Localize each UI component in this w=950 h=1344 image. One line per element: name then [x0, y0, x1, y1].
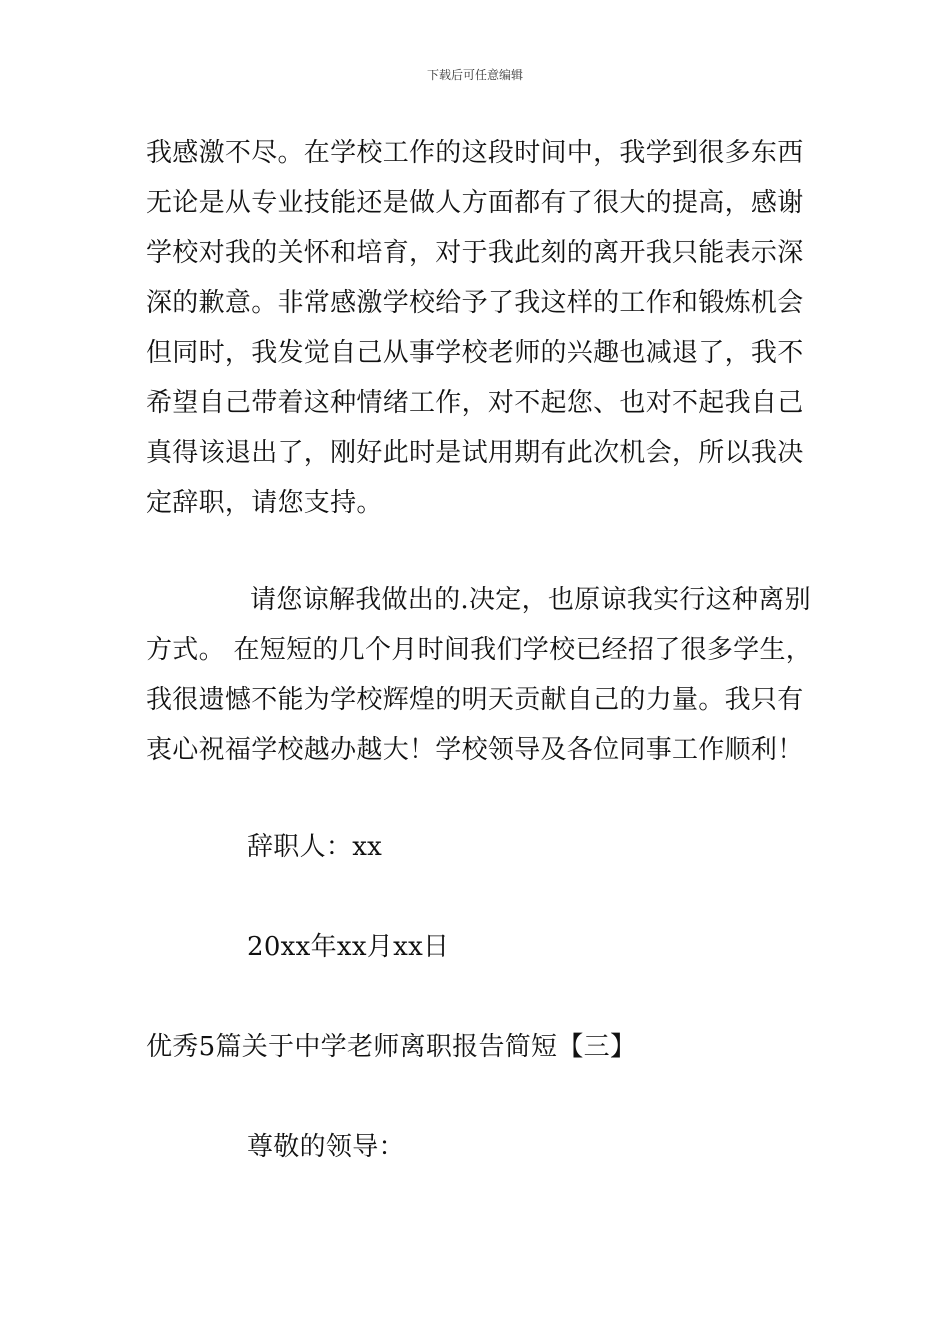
- paragraph-line: 希望自己带着这种情绪工作，对不起您、也对不起我自己: [146, 388, 804, 418]
- paragraph-line: 深的歉意。非常感激学校给予了我这样的工作和锻炼机会: [146, 288, 804, 318]
- section-title: 优秀5篇关于中学老师离职报告简短【三】: [146, 1032, 637, 1062]
- paragraph-line: 学校对我的关怀和培育，对于我此刻的离开我只能表示深: [146, 238, 804, 268]
- date-line: 20xx年xx月xx日: [247, 932, 450, 962]
- paragraph-line: 请您谅解我做出的.决定，也原谅我实行这种离别: [250, 585, 811, 615]
- paragraph-line: 真得该退出了，刚好此时是试用期有此次机会，所以我决: [146, 438, 804, 468]
- paragraph-line: 衷心祝福学校越办越大！学校领导及各位同事工作顺利！: [146, 735, 804, 765]
- paragraph-line: 我感激不尽。在学校工作的这段时间中，我学到很多东西: [146, 138, 804, 168]
- paragraph-line: 我很遗憾不能为学校辉煌的明天贡献自己的力量。我只有: [146, 685, 804, 715]
- salutation: 尊敬的领导：: [247, 1132, 405, 1162]
- paragraph-line: 定辞职，请您支持。: [146, 488, 383, 518]
- paragraph-line: 无论是从专业技能还是做人方面都有了很大的提高，感谢: [146, 188, 804, 218]
- signer-line: 辞职人：xx: [247, 832, 383, 862]
- paragraph-line: 但同时，我发觉自己从事学校老师的兴趣也减退了，我不: [146, 338, 804, 368]
- paragraph-2: [146, 575, 813, 775]
- paragraph-1: [146, 128, 808, 528]
- paragraph-line: 方式。 在短短的几个月时间我们学校已经招了很多学生，: [146, 635, 813, 665]
- page-header-note: 下载后可任意编辑: [426, 68, 523, 82]
